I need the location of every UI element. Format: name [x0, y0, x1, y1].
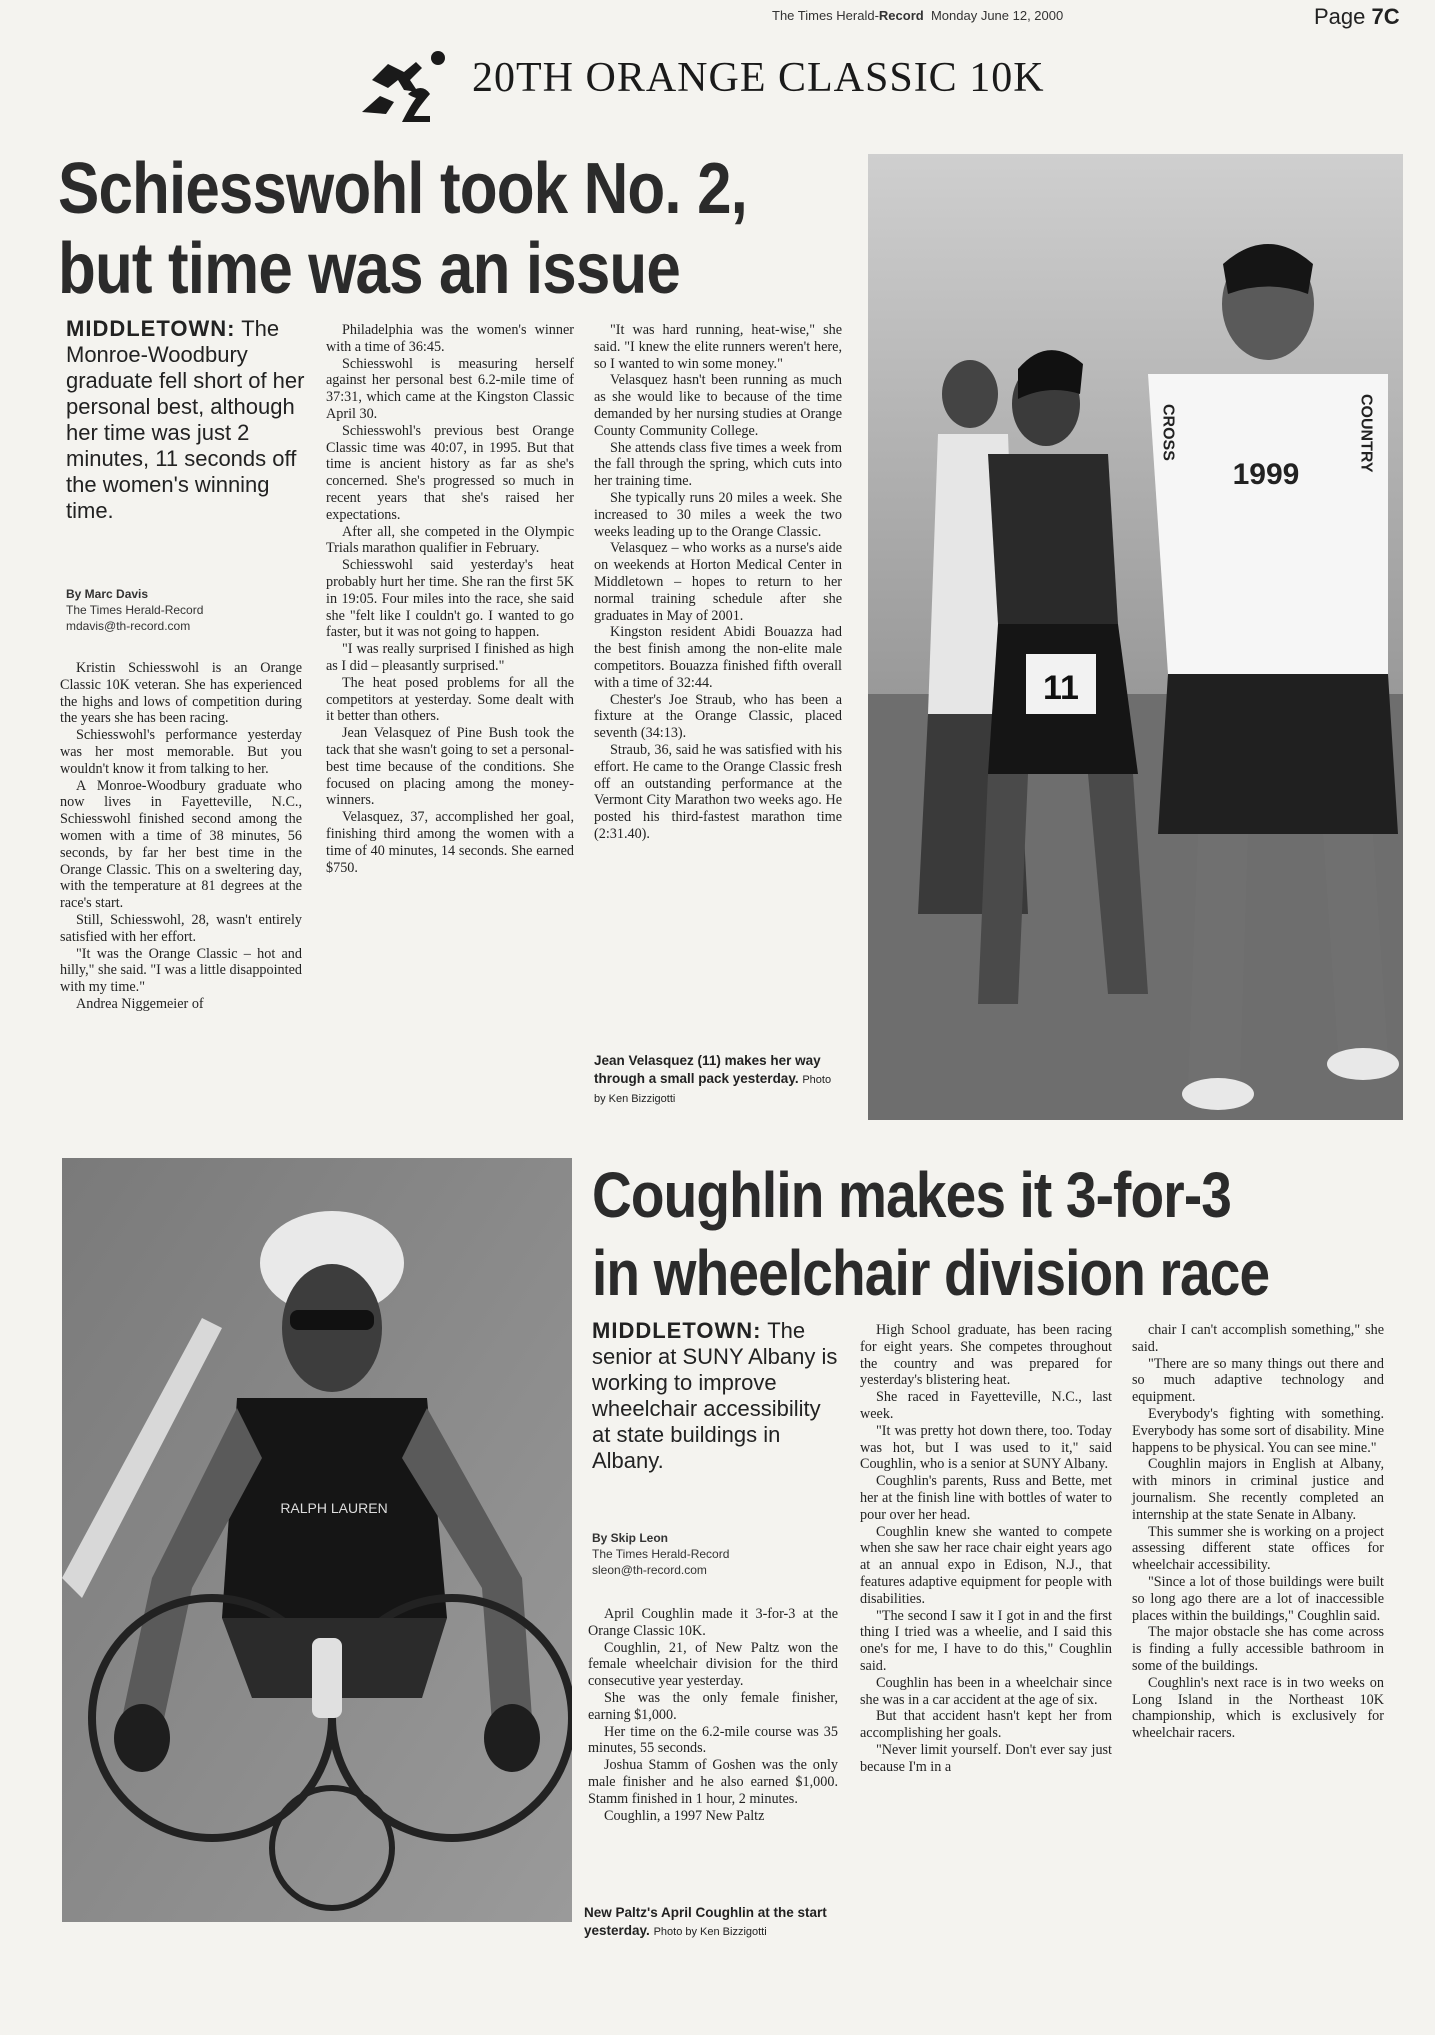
story2-c2-p2: "It was pretty hot down there, too. Today was hot, but I was used to it," said Coughlin, who is a senior at SUNY Albany. [860, 1422, 1112, 1473]
runners-photo-shirt-left: CROSS [1159, 404, 1177, 461]
runners-photo-image [868, 154, 1403, 1120]
runners-photo-shirt-number: 1999 [1232, 458, 1300, 491]
story1-byline-name: By Marc Davis [66, 587, 149, 601]
story2-byline-paper: The Times Herald-Record [592, 1547, 730, 1561]
masthead [772, 8, 1063, 23]
story1-c3-p7: Straub, 36, said he was satisfied with his effort. He came to the Orange Classic fresh off an outstanding performance at the Vermont City Marathon two weeks ago. He posted his third-fastest marathon time (2:31.40). [594, 741, 842, 842]
story2-c3-p4: This summer she is working on a project assessing different state offices for wheelchair accessibility. [1132, 1523, 1384, 1574]
story2-c1-p0: April Coughlin made it 3-for-3 at the Orange Classic 10K. [588, 1606, 838, 1639]
runners-photo-bib: 11 [1043, 669, 1079, 707]
story2-c3-p5: "Since a lot of those buildings were built so long ago there are a lot of inaccessible places within the buildings," Coughlin said. [1132, 1573, 1384, 1624]
masthead-paper: The Times Herald- [772, 8, 879, 23]
story1-c3-p5: Kingston resident Abidi Bouazza had the best finish among the non-elite male competitors. Bouazza finished fifth overall with a time of 32:44. [594, 624, 842, 691]
story1-c2-p7: Jean Velasquez of Pine Bush took the tack that she wasn't going to set a personal-best time because of the conditions. She focused on placing among the money-winners. [326, 725, 574, 809]
runners-photo-shirt-right: COUNTRY [1357, 394, 1375, 473]
story1-c3-p4: Velasquez – who works as a nurse's aide on weekends at Horton Medical Center in Middletown – hopes to return to her normal training schedule after she graduates in May of 2001. [594, 540, 842, 624]
story1-c1-p4: "It was the Orange Classic – hot and hilly," she said. "I was a little disappointed with my time." [60, 945, 302, 996]
page-number-value: 7C [1371, 4, 1400, 29]
page-number-prefix: Page [1314, 4, 1372, 29]
story2-c2-p0: High School graduate, has been racing for eight years. She competes throughout the country and was prepared for yesterday's blistering heat. [860, 1322, 1112, 1389]
story1-c3-p0: "It was hard running, heat-wise," she said. "I knew the elite runners weren't here, so I wanted to win some money." [594, 322, 842, 372]
story1-column-2 [326, 322, 574, 876]
story1-c1-p5: Andrea Niggemeier of [76, 995, 204, 1012]
story1-deck-dateline: MIDDLETOWN: [66, 316, 236, 341]
runner-logo-icon [358, 42, 452, 128]
story2-c2-p8: "Never limit yourself. Don't ever say just because I'm in a [860, 1741, 1112, 1775]
story2-c3-p6: The major obstacle she has come across is finding a fully accessible bathroom in some of the buildings. [1132, 1624, 1384, 1674]
story2-c3-p2: Everybody's fighting with something. Everybody has some sort of disability. Mine happens to be physical. You can see mine." [1132, 1405, 1384, 1456]
story1-deck-text: The Monroe-Woodbury graduate fell short of her personal best, although her time was just 2 minutes, 11 seconds off the women's winning time. [66, 316, 305, 523]
story2-c1-p1: Coughlin, 21, of New Paltz won the female wheelchair division for the third consecutive year yesterday. [588, 1639, 838, 1690]
story2-column-2 [860, 1322, 1112, 1776]
story2-c3-p1: "There are so many things out there and so much adaptive technology and equipment. [1132, 1355, 1384, 1406]
story1-headline-line2: but time was an issue [58, 229, 680, 309]
story1-headline-line1: Schiesswohl took No. 2, [58, 149, 748, 229]
story2-headline-line2: in wheelchair division race [592, 1237, 1270, 1309]
story2-c2-p1: She raced in Fayetteville, N.C., last week. [860, 1389, 1112, 1422]
story2-headline-line1: Coughlin makes it 3-for-3 [592, 1159, 1232, 1231]
masthead-date: Monday June 12, 2000 [930, 8, 1064, 23]
masthead-paper-bold: Record [878, 8, 924, 23]
story1-c1-p0: Kristin Schiesswohl is an Orange Classic 10K veteran. She has experienced the highs and lows of competition during the years she has been racing. [60, 660, 302, 727]
story1-c2-p4: Schiesswohl said yesterday's heat probably hurt her time. She ran the first 5K in 19:05. Four miles into the race, she said she "felt like I couldn't go. I wanted to go faster, but it was not going to happen. [326, 557, 574, 641]
story1-byline-email: mdavis@th-record.com [66, 619, 191, 633]
story2-photo-caption [584, 1904, 834, 1941]
story2-deck [592, 1318, 842, 1474]
story2-c3-p3: Coughlin majors in English at Albany, with minors in criminal justice and journalism. She recently completed an internship at the state Senate in Albany. [1132, 1456, 1384, 1523]
story1-column-1 [60, 660, 302, 1013]
story1-c2-p6: The heat posed problems for all the competitors at yesterday. Some dealt with it better than others. [326, 674, 574, 725]
story1-caption-text: Jean Velasquez (11) makes her way through a small pack yesterday. [594, 1053, 821, 1086]
story2-caption-text: New Paltz's April Coughlin at the start yesterday. [584, 1905, 827, 1938]
story2-byline-name: By Skip Leon [592, 1531, 669, 1545]
story2-column-1 [588, 1606, 838, 1824]
story2-deck-dateline: MIDDLETOWN: [592, 1318, 762, 1343]
story1-c3-p6: Chester's Joe Straub, who has been a fixture at the Orange Classic, placed seventh (34:13). [594, 691, 842, 742]
story1-c2-p1: Schiesswohl is measuring herself against her personal best 6.2-mile time of 37:31, which came at the Kingston Classic April 30. [326, 355, 574, 422]
story2-c2-p4: Coughlin knew she wanted to compete when she saw her race chair eight years ago at an annual expo in Edison, N.J., that features adaptive equipment for people with disabilities. [860, 1523, 1112, 1607]
story2-c1-p5: Coughlin, a 1997 New Paltz [604, 1807, 765, 1824]
story1-photo-credit: Photo by Ken Bizzigotti [594, 1074, 832, 1105]
story2-c1-p4: Joshua Stamm of Goshen was the only male finisher and he also earned $1,000. Stamm finished in 1 hour, 2 minutes. [588, 1757, 838, 1807]
story1-photo-caption [594, 1052, 844, 1108]
story2-byline [592, 1530, 842, 1578]
story2-byline-email: sleon@th-record.com [592, 1563, 707, 1577]
story1-c3-p2: She attends class five times a week from the fall through the spring, which cuts into her training time. [594, 439, 842, 490]
story1-c1-p3: Still, Schiesswohl, 28, wasn't entirely satisfied with her effort. [60, 911, 302, 945]
wheelchair-photo [62, 1158, 572, 1922]
story2-c2-p5: "The second I saw it I got in and the first thing I tried was a wheelie, and I said this one's for me, I have to do this," Coughlin said. [860, 1607, 1112, 1674]
story1-c3-p1: Velasquez hasn't been running as much as she would like to because of the time demanded by her nursing studies at Orange County Community College. [594, 372, 842, 439]
story1-byline [66, 586, 306, 634]
story1-column-3 [594, 322, 842, 843]
story2-c3-p0: chair I can't accomplish something," she said. [1132, 1322, 1384, 1355]
story1-c3-p3: She typically runs 20 miles a week. She increased to 30 miles a week the two weeks leading up to the Orange Classic. [594, 489, 842, 540]
story1-c2-p0: Philadelphia was the women's winner with a time of 36:45. [326, 322, 574, 355]
story2-column-3 [1132, 1322, 1384, 1742]
story2-c2-p7: But that accident hasn't kept her from accomplishing her goals. [860, 1708, 1112, 1742]
story2-deck-text: The senior at SUNY Albany is working to improve wheelchair accessibility at state buildings in Albany. [592, 1318, 838, 1473]
story1-byline-paper: The Times Herald-Record [66, 603, 204, 617]
wheelchair-photo-image [62, 1158, 572, 1922]
story2-c2-p3: Coughlin's parents, Russ and Bette, met her at the finish line with bottles of water to pour over her head. [860, 1473, 1112, 1523]
wheelchair-photo-shirt-text: RALPH LAUREN [280, 1500, 388, 1516]
story1-c2-p8: Velasquez, 37, accomplished her goal, finishing third among the women with a time of 40 minutes, 14 seconds. She earned $750. [326, 809, 574, 876]
story1-c2-p2: Schiesswohl's previous best Orange Classic time was 40:07, in 1995. But that time is ancient history as far as she's concerned. She's progressed so much in recent years that she's raised her expectations. [326, 422, 574, 523]
story2-c2-p6: Coughlin has been in a wheelchair since she was in a car accident at the age of six. [860, 1674, 1112, 1708]
story2-photo-credit: Photo by Ken Bizzigotti [653, 1926, 767, 1938]
story1-deck [66, 316, 306, 524]
section-title: 20TH ORANGE CLASSIC 10K [472, 55, 1045, 101]
story2-c1-p2: She was the only female finisher, earning $1,000. [588, 1689, 838, 1723]
runners-photo [868, 154, 1403, 1120]
page-number [1314, 4, 1400, 30]
story1-c1-p1: Schiesswohl's performance yesterday was her most memorable. But you wouldn't know it from talking to her. [60, 727, 302, 777]
story1-c1-p2: A Monroe-Woodbury graduate who now lives in Fayetteville, N.C., Schiesswohl finished second among the women with a time of 38 minutes, 56 seconds, by far her best time in the Orange Classic. This on a sweltering day, with the temperature at 81 degrees at the race's start. [60, 777, 302, 912]
story2-c3-p7: Coughlin's next race is in two weeks on Long Island in the Northeast 10K championship, which is exclusively for wheelchair racers. [1132, 1674, 1384, 1742]
story1-c2-p5: "I was really surprised I finished as high as I did – pleasantly surprised." [326, 641, 574, 674]
story1-c2-p3: After all, she competed in the Olympic Trials marathon qualifier in February. [326, 523, 574, 557]
story2-c1-p3: Her time on the 6.2-mile course was 35 minutes, 55 seconds. [588, 1723, 838, 1757]
